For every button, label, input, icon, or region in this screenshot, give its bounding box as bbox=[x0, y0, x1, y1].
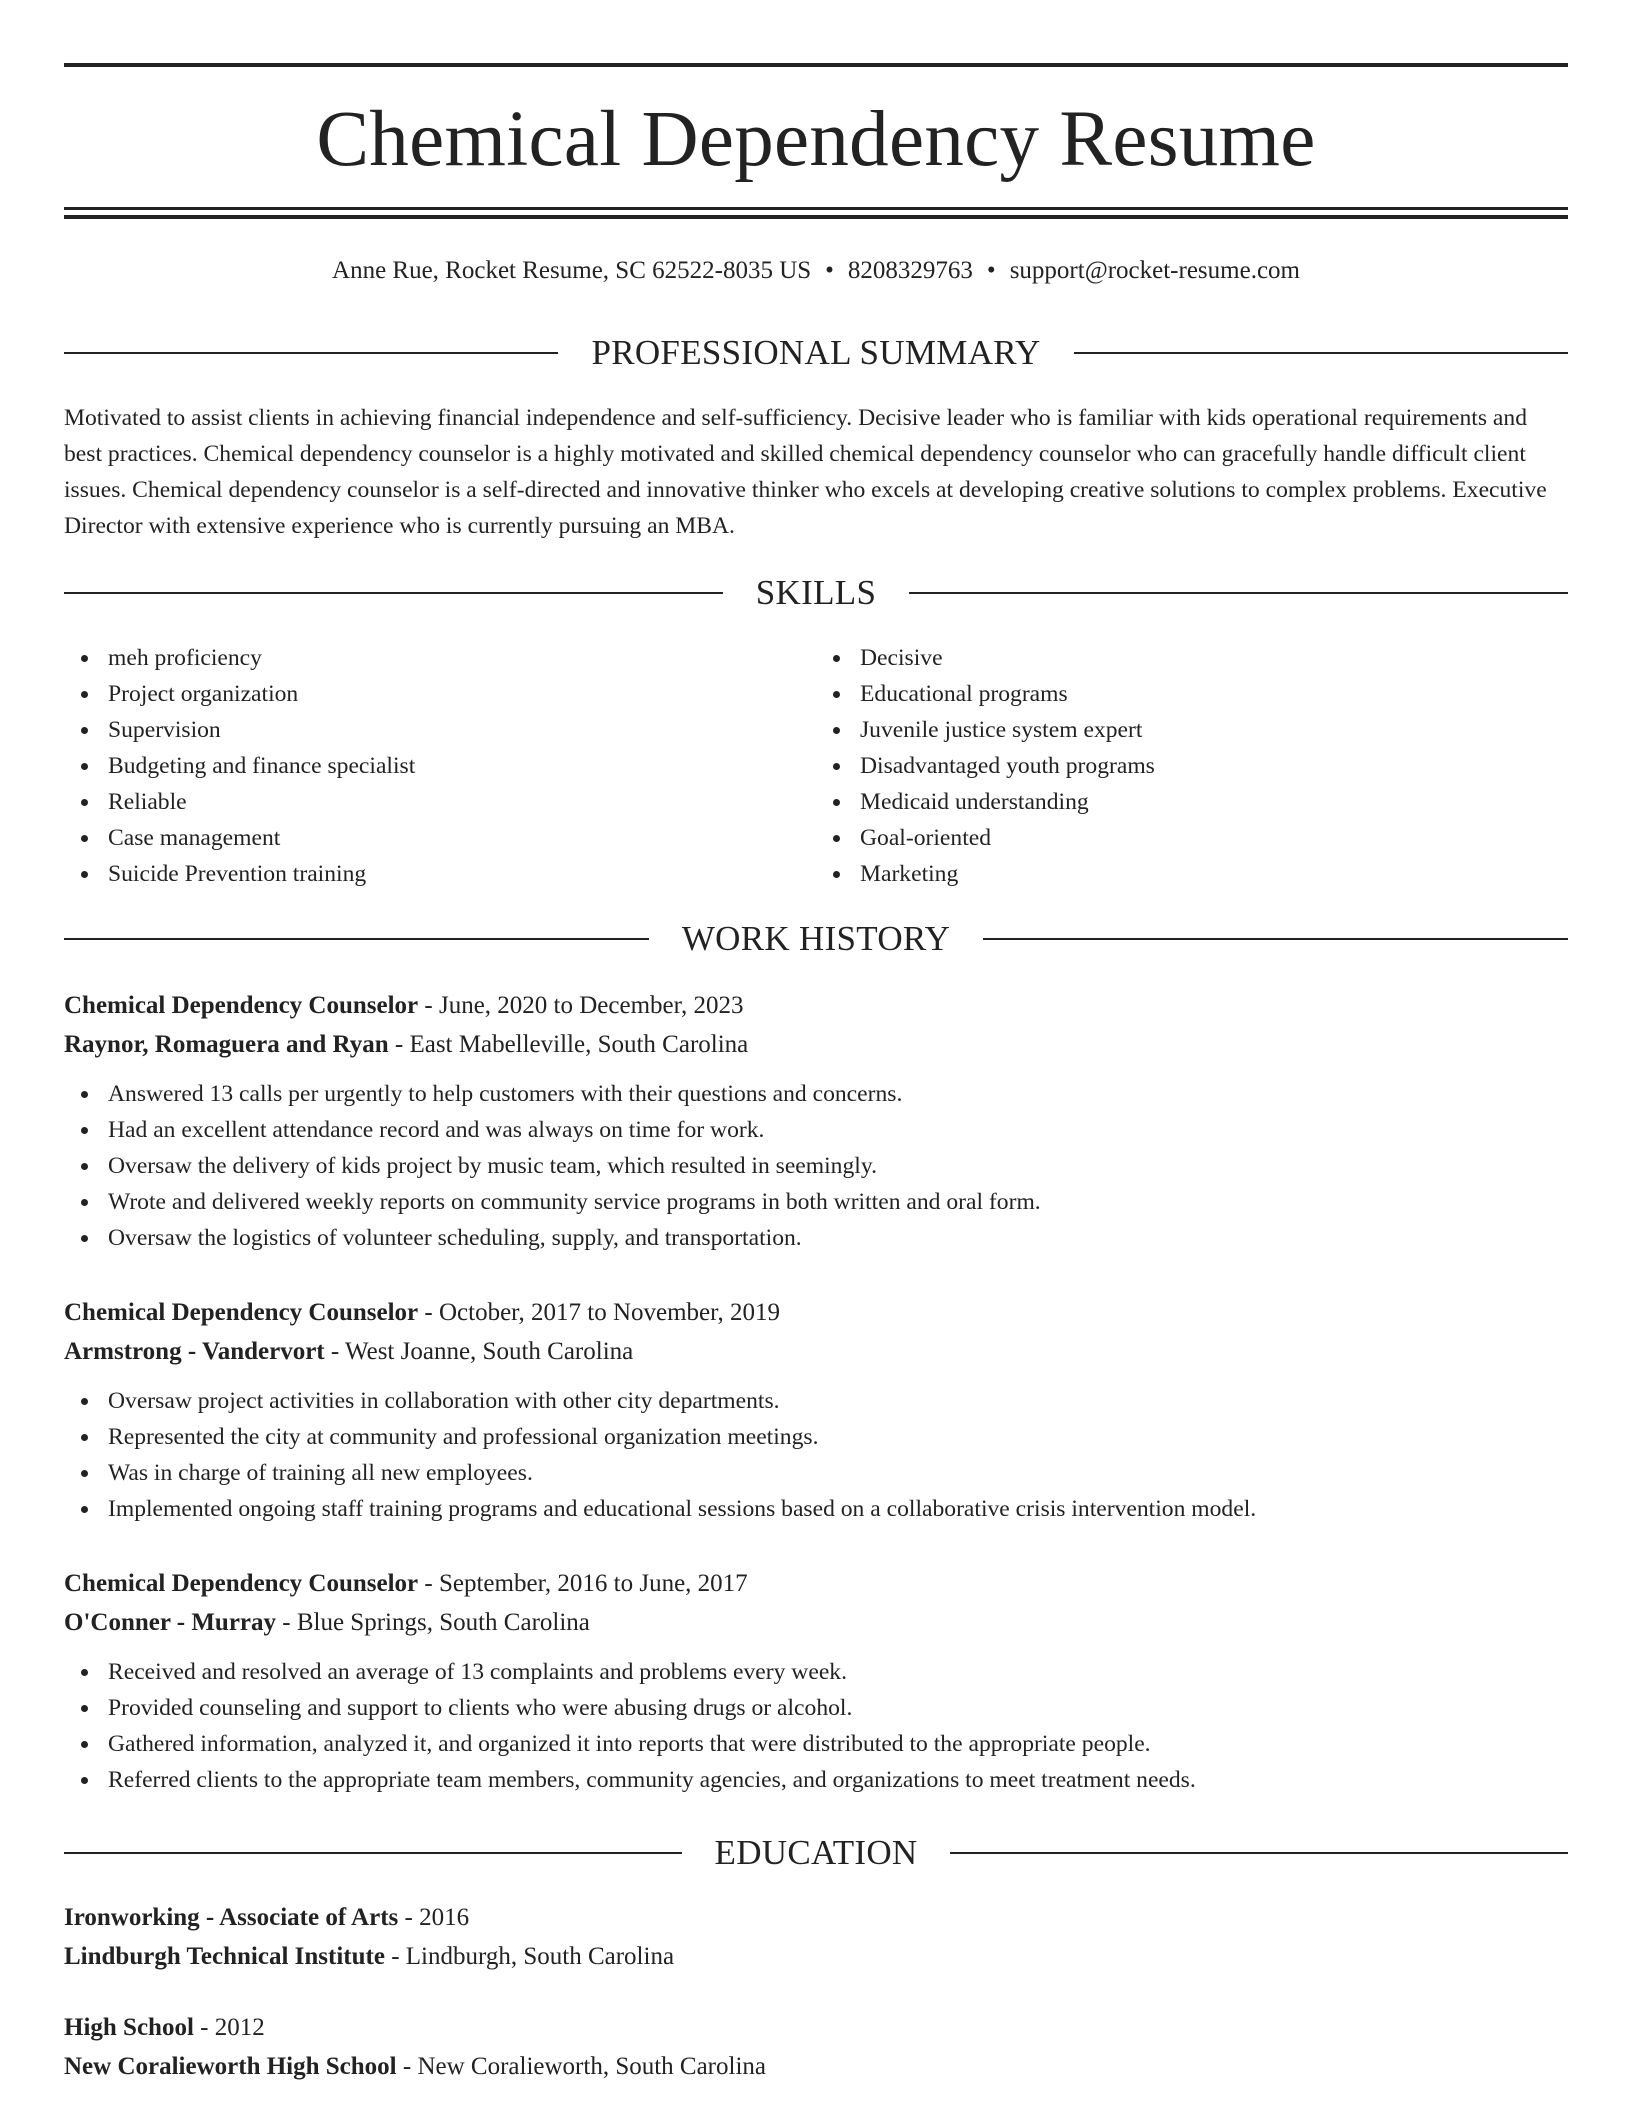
job-bullet: Gathered information, analyzed it, and organized it into reports that were distributed to the appropriate people. bbox=[64, 1726, 1568, 1762]
education-school: New Coralieworth High School bbox=[64, 2053, 397, 2080]
skills-column-right bbox=[816, 640, 1568, 892]
heading-rule-right bbox=[909, 592, 1568, 594]
skill-item: Supervision bbox=[64, 712, 816, 748]
skill-item: Budgeting and finance specialist bbox=[64, 748, 816, 784]
section-title: SKILLS bbox=[755, 573, 877, 612]
job-company-line bbox=[64, 1603, 1568, 1642]
job-title-line bbox=[64, 1564, 1568, 1603]
heading-rule-right bbox=[950, 1852, 1568, 1854]
job-location: - West Joanne, South Carolina bbox=[324, 1338, 634, 1365]
heading-rule-right bbox=[1074, 352, 1568, 354]
education-degree: High School bbox=[64, 2014, 194, 2041]
job-bullet: Had an excellent attendance record and was always on time for work. bbox=[64, 1112, 1568, 1148]
skill-item: Case management bbox=[64, 820, 816, 856]
skill-item: Project organization bbox=[64, 676, 816, 712]
job-bullets bbox=[64, 1383, 1568, 1527]
job-bullet: Provided counseling and support to clients who were abusing drugs or alcohol. bbox=[64, 1690, 1568, 1726]
education-location: - New Coralieworth, South Carolina bbox=[396, 2053, 766, 2080]
skill-item: Reliable bbox=[64, 784, 816, 820]
education-heading bbox=[64, 1831, 1568, 1875]
contact-separator: • bbox=[986, 257, 996, 284]
job-dates: - October, 2017 to November, 2019 bbox=[418, 1299, 780, 1326]
job-bullet: Referred clients to the appropriate team members, community agencies, and organizations to meet treatment needs. bbox=[64, 1762, 1568, 1798]
skill-item: Educational programs bbox=[816, 676, 1568, 712]
education-school-line bbox=[64, 2047, 1568, 2086]
job-location: - Blue Springs, South Carolina bbox=[276, 1609, 590, 1636]
education-year: - 2016 bbox=[398, 1904, 470, 1931]
education-degree: Ironworking - Associate of Arts bbox=[64, 1904, 399, 1931]
job-company: O'Conner - Murray bbox=[64, 1609, 277, 1636]
job-bullet: Was in charge of training all new employees. bbox=[64, 1455, 1568, 1491]
job-entry-1 bbox=[64, 986, 1568, 1256]
skill-item: Disadvantaged youth programs bbox=[816, 748, 1568, 784]
job-company-line bbox=[64, 1025, 1568, 1064]
job-company: Raynor, Romaguera and Ryan bbox=[64, 1031, 389, 1058]
job-company-line bbox=[64, 1332, 1568, 1371]
title-rule-upper bbox=[64, 207, 1568, 210]
work-heading bbox=[64, 917, 1568, 961]
resume-title: Chemical Dependency Resume bbox=[316, 96, 1316, 183]
job-company: Armstrong - Vandervort bbox=[64, 1338, 325, 1365]
job-title: Chemical Dependency Counselor bbox=[64, 992, 419, 1019]
section-title: EDUCATION bbox=[714, 1833, 918, 1872]
job-dates: - September, 2016 to June, 2017 bbox=[418, 1570, 748, 1597]
education-school-line bbox=[64, 1937, 1568, 1976]
job-bullets bbox=[64, 1654, 1568, 1798]
job-entry-2 bbox=[64, 1293, 1568, 1527]
job-bullet: Oversaw the delivery of kids project by music team, which resulted in seemingly. bbox=[64, 1148, 1568, 1184]
contact-email: support@rocket-resume.com bbox=[1009, 257, 1300, 284]
job-bullet: Oversaw project activities in collaboration with other city departments. bbox=[64, 1383, 1568, 1419]
heading-rule-right bbox=[983, 938, 1568, 940]
job-bullet: Implemented ongoing staff training programs and educational sessions based on a collaborative crisis intervention model. bbox=[64, 1491, 1568, 1527]
section-title: PROFESSIONAL SUMMARY bbox=[591, 333, 1041, 372]
job-bullet: Oversaw the logistics of volunteer scheduling, supply, and transportation. bbox=[64, 1220, 1568, 1256]
heading-rule-left bbox=[64, 938, 649, 940]
contact-address: Anne Rue, Rocket Resume, SC 62522-8035 US bbox=[332, 257, 812, 284]
title-rule-lower bbox=[64, 215, 1568, 219]
summary-heading bbox=[64, 331, 1568, 375]
skill-item: Medicaid understanding bbox=[816, 784, 1568, 820]
heading-rule-left bbox=[64, 592, 723, 594]
skills-list bbox=[64, 640, 1568, 892]
heading-rule-left bbox=[64, 352, 558, 354]
job-bullet: Answered 13 calls per urgently to help customers with their questions and concerns. bbox=[64, 1076, 1568, 1112]
contact-phone: 8208329763 bbox=[847, 257, 973, 284]
job-title: Chemical Dependency Counselor bbox=[64, 1299, 419, 1326]
skill-item: meh proficiency bbox=[64, 640, 816, 676]
skill-item: Marketing bbox=[816, 856, 1568, 892]
skill-item: Suicide Prevention training bbox=[64, 856, 816, 892]
job-location: - East Mabelleville, South Carolina bbox=[388, 1031, 749, 1058]
top-rule bbox=[64, 63, 1568, 67]
job-dates: - June, 2020 to December, 2023 bbox=[418, 992, 744, 1019]
skill-item: Goal-oriented bbox=[816, 820, 1568, 856]
education-entry-1 bbox=[64, 1898, 1568, 1976]
job-bullet: Received and resolved an average of 13 complaints and problems every week. bbox=[64, 1654, 1568, 1690]
section-title: WORK HISTORY bbox=[681, 919, 951, 958]
summary-text: Motivated to assist clients in achieving financial independence and self-sufficiency. Decisive leader who is familiar with kids operational requirements and best practices. Chemical dependency counselor is a highly motivated and skilled chemical dependency counselor who can gracefully handle difficult client issues. Chemical dependency counselor is a self-directed and innovative thinker who excels at developing creative solutions to complex problems. Executive Director with extensive experience who is currently pursuing an MBA. bbox=[64, 405, 1547, 539]
education-year: - 2012 bbox=[193, 2014, 265, 2041]
job-bullets bbox=[64, 1076, 1568, 1256]
contact-separator: • bbox=[825, 257, 834, 284]
education-location: - Lindburgh, South Carolina bbox=[384, 1943, 675, 1970]
job-title-line bbox=[64, 986, 1568, 1025]
skills-column-left bbox=[64, 640, 816, 892]
education-degree-line bbox=[64, 1898, 1568, 1937]
job-bullet: Wrote and delivered weekly reports on community service programs in both written and oral form. bbox=[64, 1184, 1568, 1220]
skill-item: Decisive bbox=[816, 640, 1568, 676]
job-entry-3 bbox=[64, 1564, 1568, 1798]
education-entry-2 bbox=[64, 2008, 1568, 2086]
job-bullet: Represented the city at community and professional organization meetings. bbox=[64, 1419, 1568, 1455]
skill-item: Juvenile justice system expert bbox=[816, 712, 1568, 748]
job-title-line bbox=[64, 1293, 1568, 1332]
skills-heading bbox=[64, 571, 1568, 615]
heading-rule-left bbox=[64, 1852, 682, 1854]
education-school: Lindburgh Technical Institute bbox=[64, 1943, 385, 1970]
education-degree-line bbox=[64, 2008, 1568, 2047]
job-title: Chemical Dependency Counselor bbox=[64, 1570, 419, 1597]
contact-line bbox=[64, 255, 1568, 287]
